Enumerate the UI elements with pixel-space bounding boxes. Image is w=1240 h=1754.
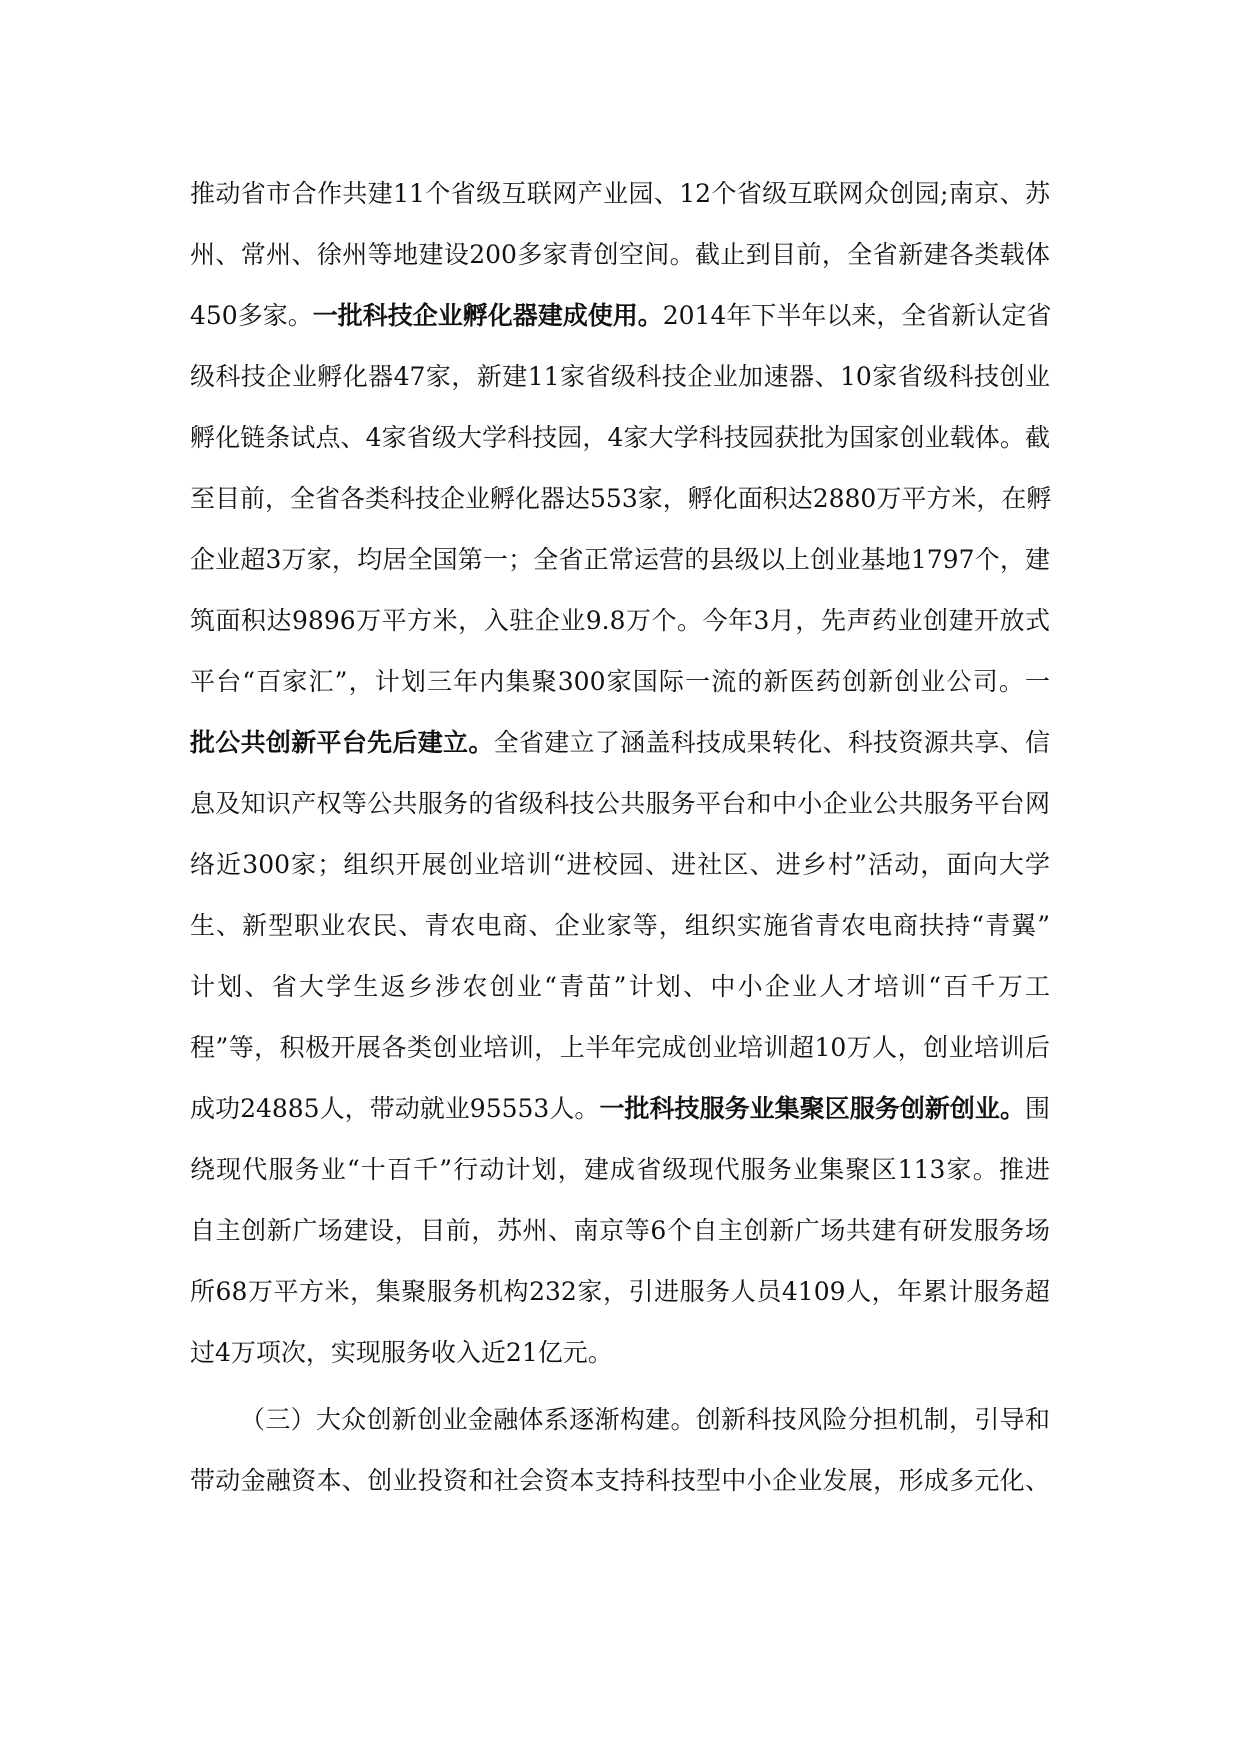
- text-run: 自主创新广场建设，目前，苏州、南京等6个自主创新广场共建有研发服务场: [190, 1216, 1050, 1245]
- text-run: 过4万项次，实现服务收入近21亿元。: [190, 1338, 613, 1367]
- text-line: [190, 529, 1050, 590]
- text-line: [190, 407, 1050, 468]
- text-run: 州、常州、徐州等地建设200多家青创空间。截止到目前，全省新建各类载体: [190, 240, 1050, 269]
- text-line: [190, 1200, 1050, 1261]
- text-run: 孵化链条试点、4家省级大学科技园，4家大学科技园获批为国家创业载体。截: [190, 423, 1050, 452]
- text-run: 筑面积达9896万平方米，入驻企业9.8万个。今年3月，先声药业创建开放式: [190, 606, 1050, 635]
- bold-lead-sentence: 批公共创新平台先后建立。: [190, 728, 494, 757]
- text-line: [190, 834, 1050, 895]
- text-line: [190, 1322, 1050, 1383]
- text-run: 创新科技风险分担机制，引导和: [695, 1405, 1050, 1434]
- section-heading: （三）大众创新创业金融体系逐渐构建。: [240, 1405, 696, 1434]
- text-line: [190, 285, 1050, 346]
- text-run: 推动省市合作共建11个省级互联网产业园、12个省级互联网众创园;南京、苏: [190, 179, 1050, 208]
- text-run: 绕现代服务业“十百千”行动计划，建成省级现代服务业集聚区113家。推进: [190, 1155, 1050, 1184]
- text-run: 息及知识产权等公共服务的省级科技公共服务平台和中小企业公共服务平台网: [190, 789, 1050, 818]
- bold-lead-sentence: 一批科技服务业集聚区服务创新创业。: [599, 1094, 1025, 1123]
- text-line: [190, 346, 1050, 407]
- text-line: [190, 1078, 1050, 1139]
- document-body: [190, 163, 1050, 1511]
- text-line: [190, 590, 1050, 651]
- text-line: [190, 1017, 1050, 1078]
- text-run: 成功24885人，带动就业95553人。: [190, 1094, 600, 1123]
- section-first-line: [190, 1389, 1050, 1450]
- text-line: [190, 956, 1050, 1017]
- text-run: 计划、省大学生返乡涉农创业“青苗”计划、中小企业人才培训“百千万工: [190, 972, 1050, 1001]
- text-run: 级科技企业孵化器47家，新建11家省级科技企业加速器、10家省级科技创业: [190, 362, 1050, 391]
- text-run: 企业超3万家，均居全国第一；全省正常运营的县级以上创业基地1797个，建: [190, 545, 1050, 574]
- bold-lead-sentence: 一批科技企业孵化器建成使用。: [312, 301, 663, 330]
- text-line: [190, 895, 1050, 956]
- text-run: 络近300家；组织开展创业培训“进校园、进社区、进乡村”活动，面向大学: [190, 850, 1050, 879]
- text-run: 平台“百家汇”，计划三年内集聚300家国际一流的新医药创新创业公司。一: [190, 667, 1050, 696]
- text-run: 450多家。: [190, 301, 313, 330]
- text-line: [190, 468, 1050, 529]
- text-run: 程”等，积极开展各类创业培训，上半年完成创业培训超10万人，创业培训后: [190, 1033, 1050, 1062]
- text-run: 生、新型职业农民、青农电商、企业家等，组织实施省青农电商扶持“青翼”: [190, 911, 1050, 940]
- text-run: 至目前，全省各类科技企业孵化器达553家，孵化面积达2880万平方米，在孵: [190, 484, 1052, 513]
- text-run: 围: [1024, 1094, 1050, 1123]
- text-line: 带动金融资本、创业投资和社会资本支持科技型中小企业发展，形成多元化、: [190, 1466, 1050, 1495]
- text-line: [190, 1261, 1050, 1322]
- text-line: [190, 1139, 1050, 1200]
- text-line: [190, 712, 1050, 773]
- text-run: 所68万平方米，集聚服务机构232家，引进服务人员4109人，年累计服务超: [190, 1277, 1050, 1306]
- text-run: 全省建立了涵盖科技成果转化、科技资源共享、信: [493, 728, 1050, 757]
- text-run: 2014年下半年以来，全省新认定省: [662, 301, 1052, 330]
- text-line: [190, 163, 1050, 224]
- text-line: [190, 773, 1050, 834]
- text-line: [190, 651, 1050, 712]
- text-line: [190, 224, 1050, 285]
